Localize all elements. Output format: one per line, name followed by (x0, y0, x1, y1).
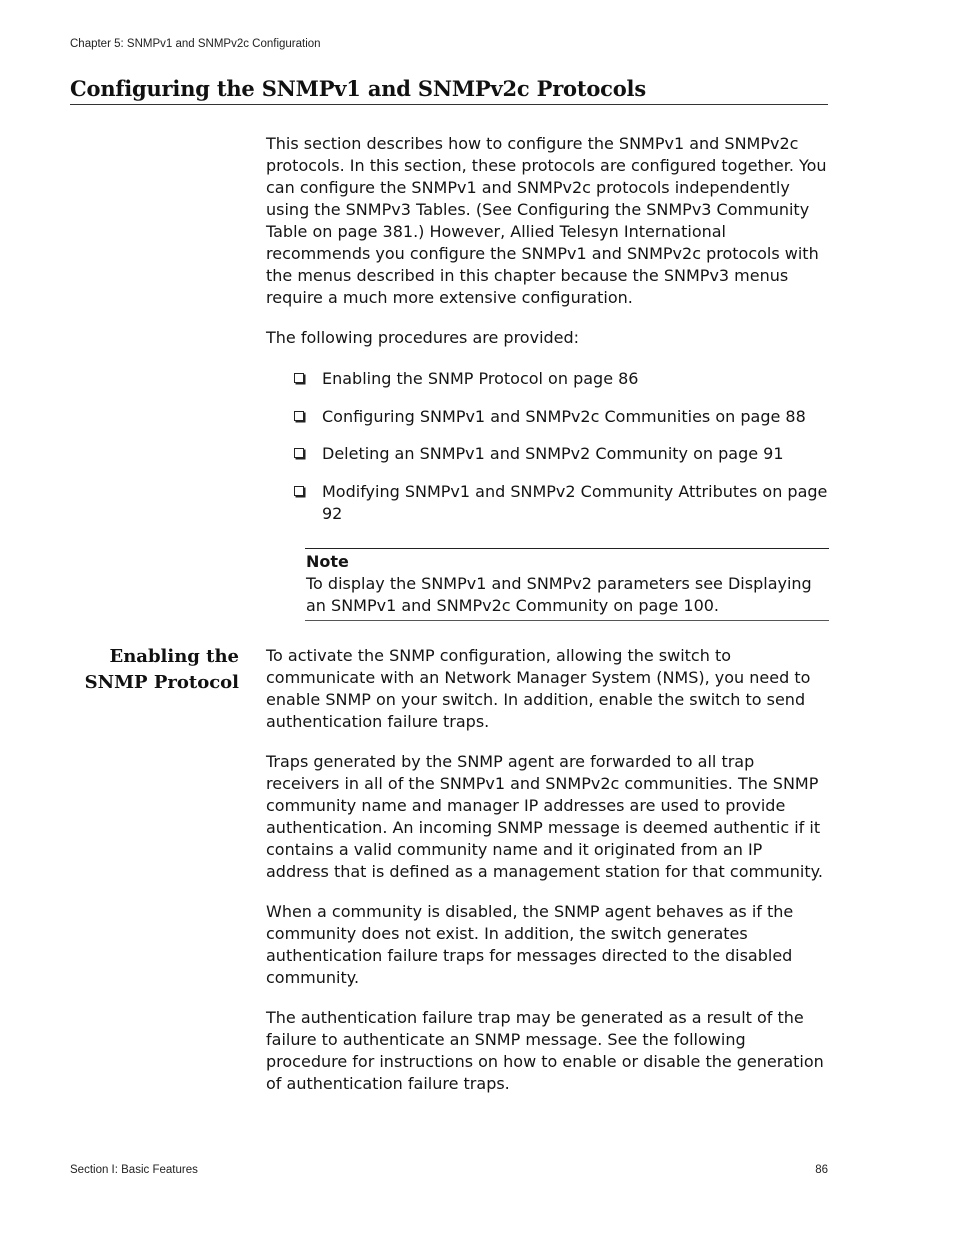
note-title: Note (306, 552, 349, 571)
body-paragraph: When a community is disabled, the SNMP agent behaves as if the community does not exist. In addition, the switch generates authentication failure traps for messages directed to the disabled community. (266, 902, 794, 987)
procedures-lead: The following procedures are provided: (266, 328, 580, 347)
procedure-link[interactable]: Deleting an SNMPv1 and SNMPv2 Community on page 91 (322, 444, 784, 463)
subsection-title-line: Enabling the (109, 646, 239, 667)
checkbox-bullet-icon (294, 448, 304, 458)
page-number: 86 (815, 1164, 828, 1176)
list-item (294, 443, 828, 465)
footer-section-label: Section I: Basic Features (70, 1164, 198, 1176)
subsection-body (266, 645, 828, 1113)
list-item (294, 481, 828, 525)
subsection-title (70, 644, 239, 696)
subsection-title-line: SNMP Protocol (84, 672, 239, 693)
procedure-link[interactable]: Enabling the SNMP Protocol on page 86 (322, 369, 639, 388)
section-title: Configuring the SNMPv1 and SNMPv2c Protocols (70, 76, 828, 105)
note-box (305, 548, 829, 621)
procedure-link[interactable]: Configuring SNMPv1 and SNMPv2c Communities on page 88 (322, 406, 806, 426)
list-item (294, 368, 828, 390)
list-item (294, 406, 828, 428)
body-paragraph: Traps generated by the SNMP agent are forwarded to all trap receivers in all of the SNMPv1 and SNMPv2c communities. The SNMP community name and manager IP addresses are used to provide authentication. An incoming SNMP message is deemed authentic if it contains a valid community name and it originated from an IP address that is defined as a management station for that community. (266, 752, 823, 881)
intro-paragraph: This section describes how to configure the SNMPv1 and SNMPv2c protocols. In this section, these protocols are configured together. You can configure the SNMPv1 and SNMPv2c protocols independently using the SNMPv3 Tables. (See Configuring the SNMPv3 Community Table on page 381.) However, Allied Telesyn International recommends you configure the SNMPv1 and SNMPv2c protocols with the menus described in this chapter because the SNMPv3 menus require a much more extensive configuration. (266, 134, 827, 307)
procedure-link[interactable]: Modifying SNMPv1 and SNMPv2 Community Attributes on page 92 (322, 481, 828, 523)
intro-column (266, 133, 828, 540)
note-text: To display the SNMPv1 and SNMPv2 parameters see Displaying an SNMPv1 and SNMPv2c Community on page 100. (306, 574, 812, 615)
checkbox-bullet-icon (294, 373, 304, 383)
running-head: Chapter 5: SNMPv1 and SNMPv2c Configuration (70, 38, 321, 50)
body-paragraph: The authentication failure trap may be generated as a result of the failure to authenticate an SNMP message. See the following procedure for instructions on how to enable or disable the generation of authentication failure traps. (266, 1008, 824, 1093)
procedures-list (266, 368, 828, 525)
body-paragraph: To activate the SNMP configuration, allowing the switch to communicate with an Network Manager System (NMS), you need to enable SNMP on your switch. In addition, enable the switch to send authentication failure traps. (266, 646, 811, 731)
checkbox-bullet-icon (294, 486, 304, 496)
checkbox-bullet-icon (294, 411, 304, 421)
